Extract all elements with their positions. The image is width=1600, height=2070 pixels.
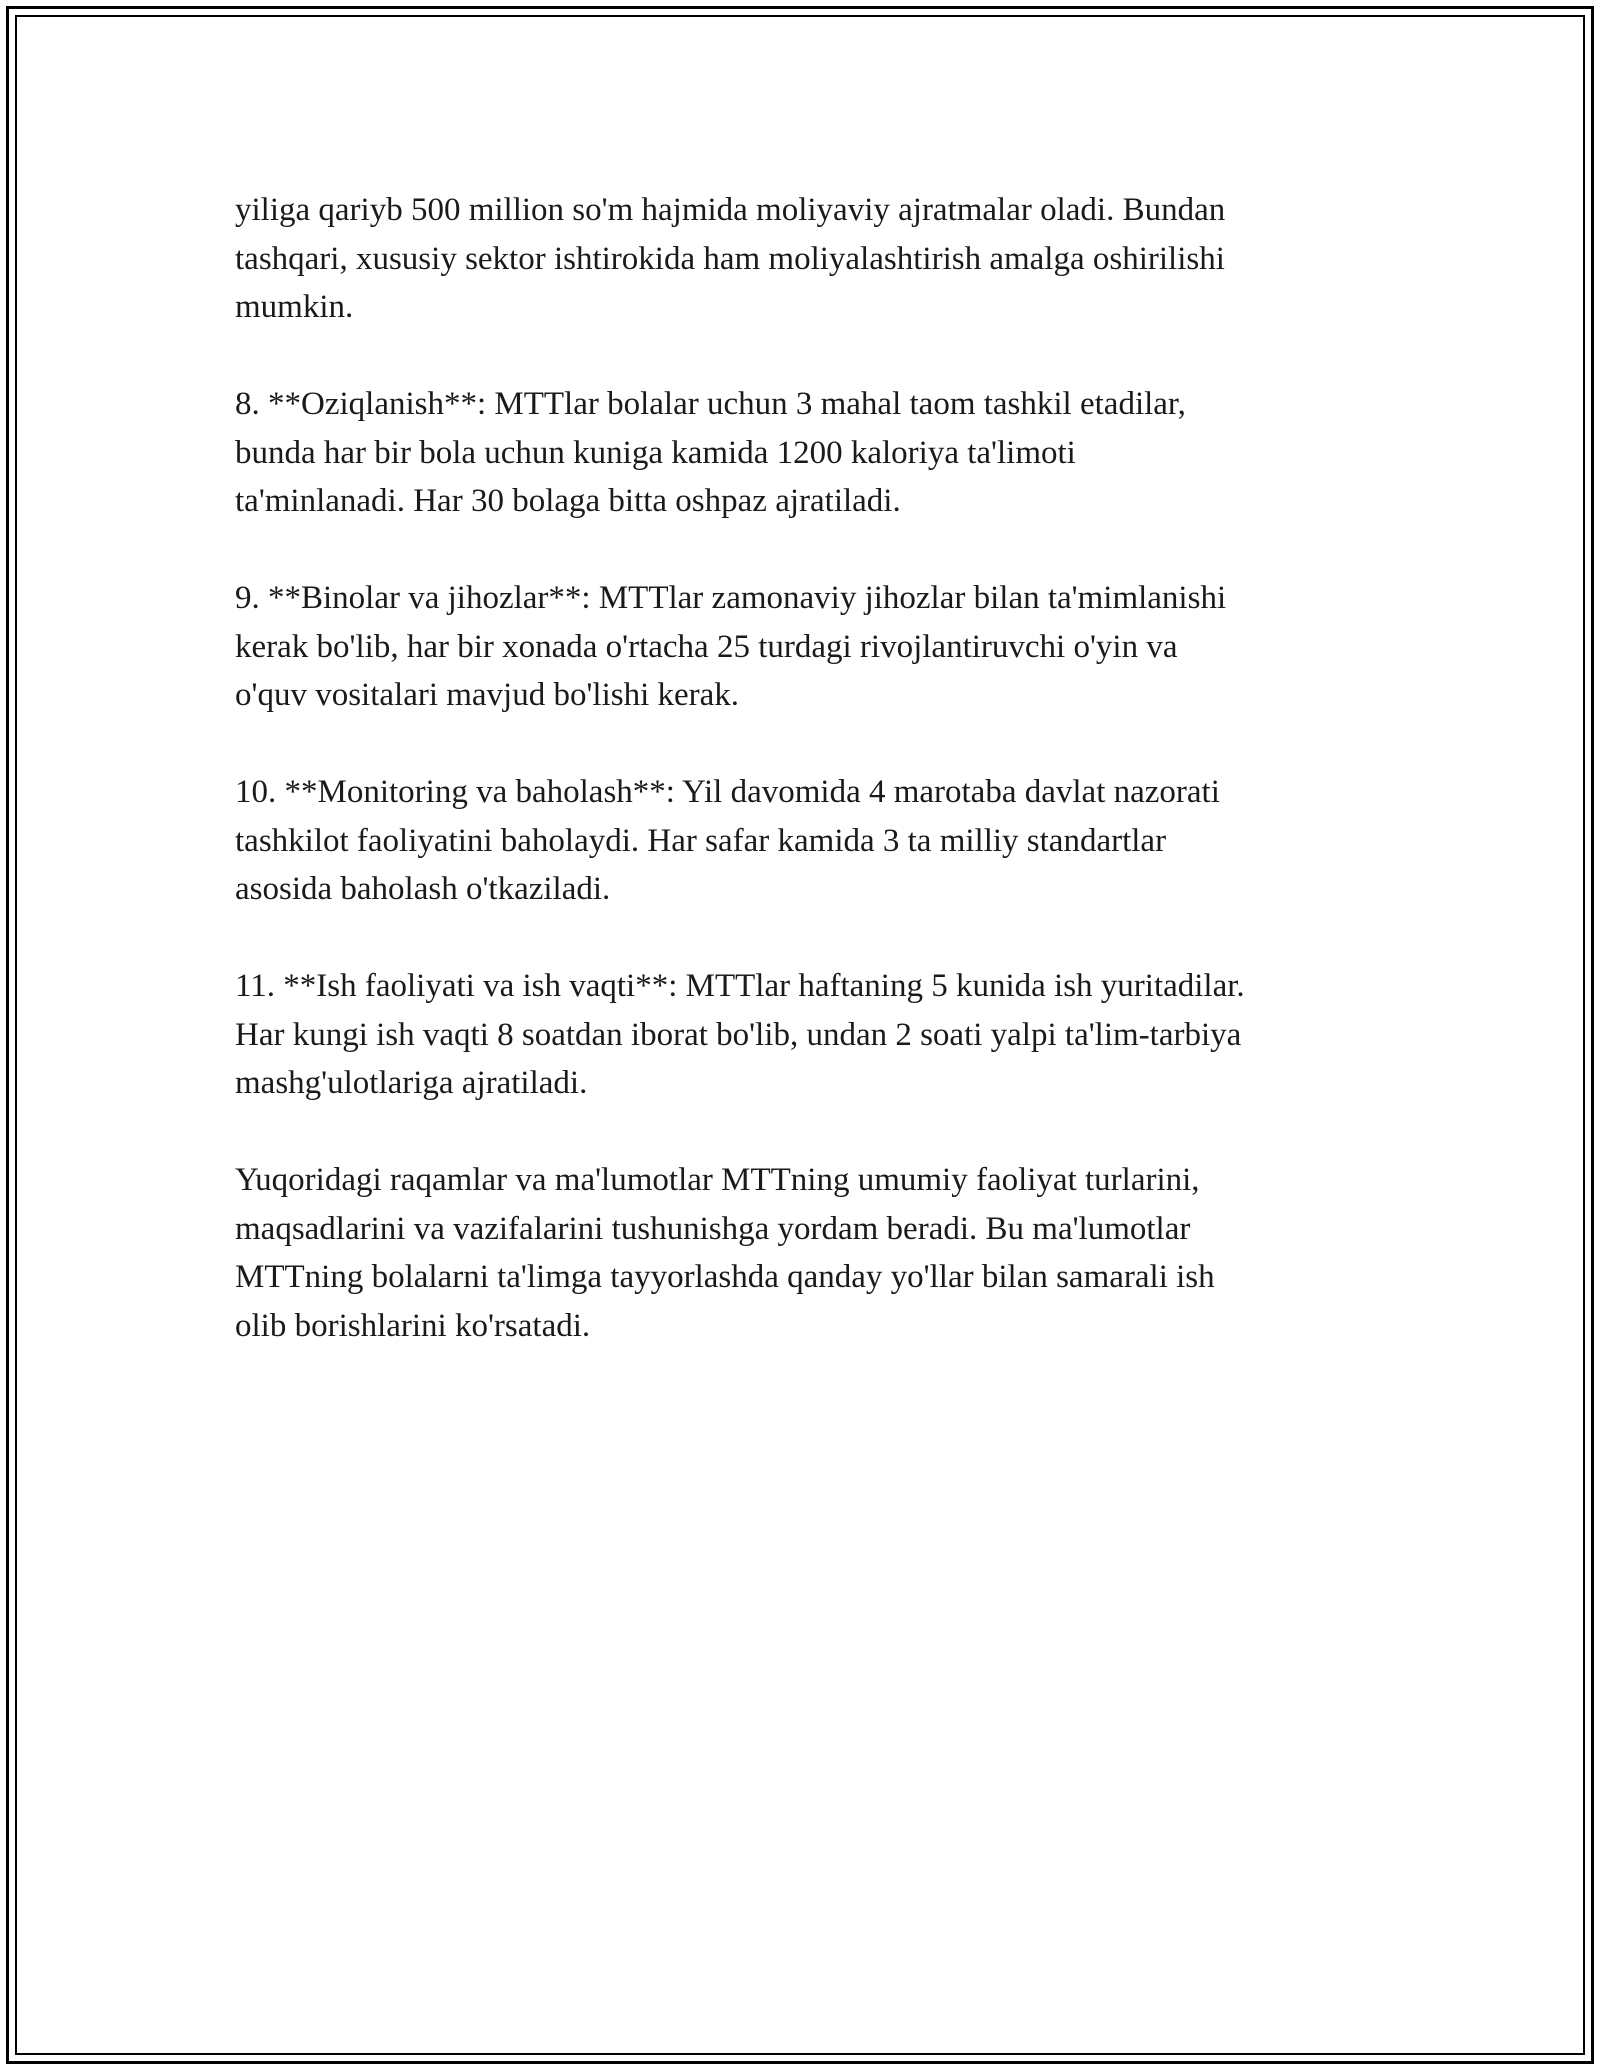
document-body — [235, 186, 1395, 1399]
paragraph-work-schedule: 11. **Ish faoliyati va ish vaqti**: MTTlar haftaning 5 kunida ish yuritadilar. Har kungi ish vaqti 8 soatdan iborat bo'lib, undan 2 soati yalpi ta'lim-tarbiya mashg'ulotlariga ajratiladi. — [235, 968, 1245, 1101]
paragraph-buildings-equipment: 9. **Binolar va jihozlar**: MTTlar zamonaviy jihozlar bilan ta'mimlanishi kerak bo'lib, har bir xonada o'rtacha 25 turdagi rivojlantiruvchi o'yin va o'quv vositalari mavjud bo'lishi kerak. — [235, 580, 1227, 713]
paragraph-nutrition: 8. **Oziqlanish**: MTTlar bolalar uchun 3 mahal taom tashkil etadilar, bunda har bir bola uchun kuniga kamida 1200 kaloriya ta'limoti ta'minlanadi. Har 30 bolaga bitta oshpaz ajratiladi. — [235, 386, 1186, 519]
paragraph-conclusion: Yuqoridagi raqamlar va ma'lumotlar MTTning umumiy faoliyat turlarini, maqsadlarini va vazifalarini tushunishga yordam beradi. Bu ma'lumotlar MTTning bolalarni ta'limga tayyorlashda qanday yo'llar bilan samarali ish olib borishlarini ko'rsatadi. — [235, 1162, 1215, 1344]
paragraph-monitoring: 10. **Monitoring va baholash**: Yil davomida 4 marotaba davlat nazorati tashkilot faoliyatini baholaydi. Har safar kamida 3 ta milliy standartlar asosida baholash o'tkaziladi. — [235, 774, 1220, 907]
paragraph-funding: yiliga qariyb 500 million so'm hajmida moliyaviy ajratmalar oladi. Bundan tashqari, xususiy sektor ishtirokida ham moliyalashtirish amalga oshirilishi mumkin. — [235, 192, 1226, 325]
